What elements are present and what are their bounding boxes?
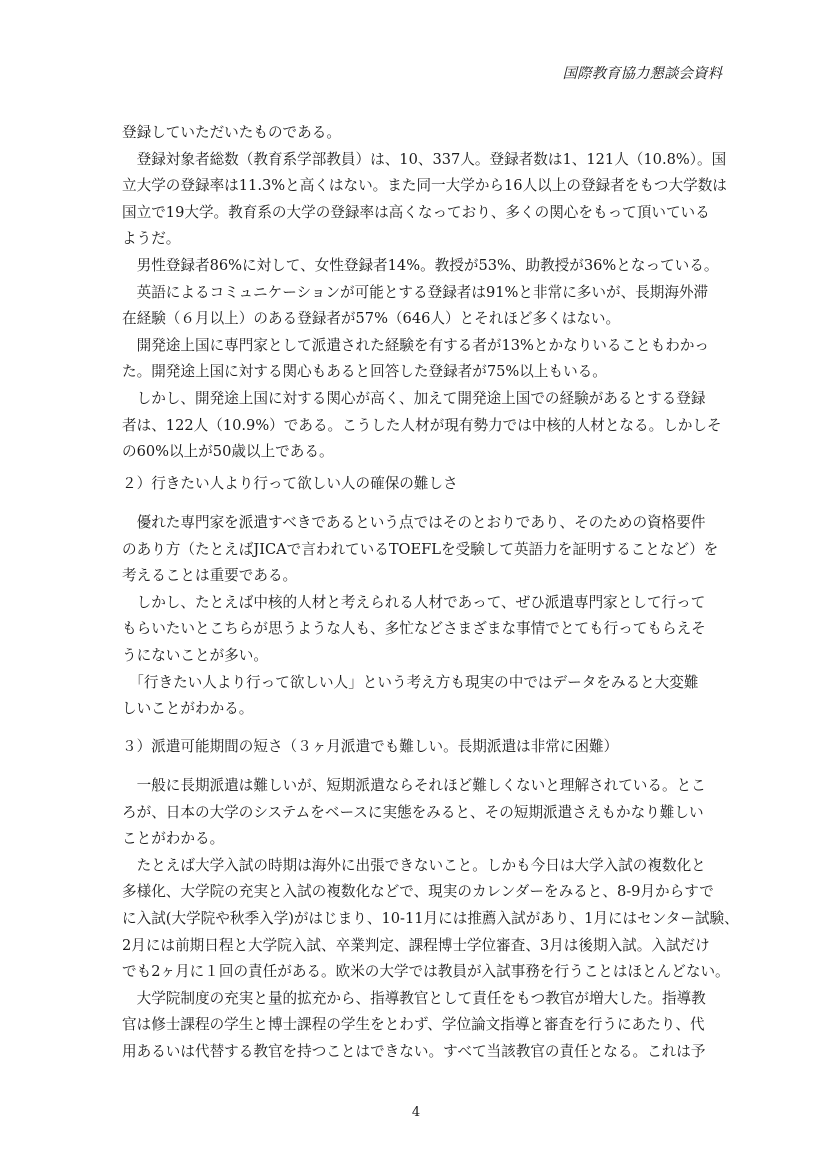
text-line: ことがわかる。: [122, 830, 225, 848]
text-line: 用あるいは代替する教官を持つことはできない。すべて当該教官の責任となる。これは予: [122, 1042, 706, 1060]
text-line: うにないことが多い。: [122, 646, 268, 664]
text-line: ろが、日本の大学のシステムをベースに実態をみると、その短期派遣さえもかなり難しい: [122, 803, 704, 821]
text-line: 男性登録者86%に対して、女性登録者14%。教授が53%、助教授が36%となっている。: [122, 256, 719, 274]
text-line: 在経験（６月以上）のある登録者が57%（646人）とそれほど多くはない。: [122, 310, 621, 328]
text-line: しかし、開発途上国に対する関心が高く、加えて開発途上国での経験があるとする登録: [122, 389, 706, 407]
text-line: 登録対象者総数（教育系学部教員）は、10、337人。登録者数は1、121人（10.8%）。国: [122, 150, 727, 168]
text-line: 開発途上国に専門家として派遣された経験を有する者が13%とかなりいることもわかっ: [122, 336, 710, 354]
text-line: 2月には前期日程と大学院入試、卒業判定、課程博士学位審査、3月は後期入試。入試だけ: [122, 936, 710, 954]
text-line: 多様化、大学院の充実と入試の複数化などで、現実のカレンダーをみると、8-9月からすで: [122, 883, 714, 901]
section-1-body: [122, 120, 727, 466]
text-line: 英語によるコミュニケーションが可能とする登録者は91%と非常に多いが、長期海外滞: [122, 283, 709, 301]
section-3-heading: ３）派遣可能期間の短さ（３ヶ月派遣でも難しい。長期派遣は非常に困難）: [122, 738, 619, 755]
text-line: のあり方（たとえばJICAで言われているTOEFLを受験して英語力を証明することなど）を: [122, 540, 719, 558]
document-header: 国際教育協力懇談会資料: [562, 66, 722, 82]
section-3-body: [122, 773, 739, 1066]
text-line: 者は、122人（10.9%）である。こうした人材が現有勢力では中核的人材となる。しかしそ: [122, 416, 722, 434]
section-2-body: [122, 510, 722, 723]
text-line: に入試(大学院や秋季入学)がはじまり、10-11月には推薦入試があり、1月にはセンター試験、: [122, 909, 739, 927]
text-line: でも2ヶ月に１回の責任がある。欧米の大学では教員が入試事務を行うことはほとんどない。: [122, 963, 730, 981]
text-line: の60%以上が50歳以上である。: [122, 443, 334, 461]
text-line: しかし、たとえば中核的人材と考えられる人材であって、ぜひ派遣専門家として行って: [122, 593, 706, 611]
text-line: 一般に長期派遣は難しいが、短期派遣ならそれほど難しくないと理解されている。とこ: [122, 777, 706, 794]
text-line: しいことがわかる。: [122, 700, 254, 718]
text-line: 「行きたい人より行って欲しい人」という考え方も現実の中ではデータをみると大変難: [122, 673, 699, 691]
text-line: 官は修士課程の学生と博士課程の学生をとわず、学位論文指導と審査を行うにあたり、代: [122, 1016, 705, 1034]
text-line: もらいたいとこちらが思うような人も、多忙などさまざまな事情でとても行ってもらえそ: [122, 620, 706, 638]
text-line: たとえば大学入試の時期は海外に出張できないこと。しかも今日は大学入試の複数化と: [122, 856, 706, 874]
section-2-heading: ２）行きたい人より行って欲しい人の確保の難しさ: [122, 475, 458, 492]
text-line: 大学院制度の充実と量的拡充から、指導教官として責任をもつ教官が増大した。指導教: [122, 989, 706, 1007]
text-line: ようだ。: [122, 230, 181, 248]
page-number: 4: [411, 1105, 421, 1120]
text-line: 立大学の登録率は11.3%と高くはない。また同一大学から16人以上の登録者をもつ大学数は: [122, 177, 727, 195]
text-line: た。開発途上国に対する関心もあると回答した登録者が75%以上もいる。: [122, 363, 607, 381]
text-line: 優れた専門家を派遣すべきであるという点ではそのとおりであり、そのための資格要件: [122, 514, 706, 531]
text-line: 考えることは重要である。: [122, 567, 298, 585]
text-line: 国立で19大学。教育系の大学の登録率は高くなっており、多くの関心をもって頂いている: [122, 203, 710, 221]
text-line: 登録していただいたものである。: [122, 124, 341, 141]
